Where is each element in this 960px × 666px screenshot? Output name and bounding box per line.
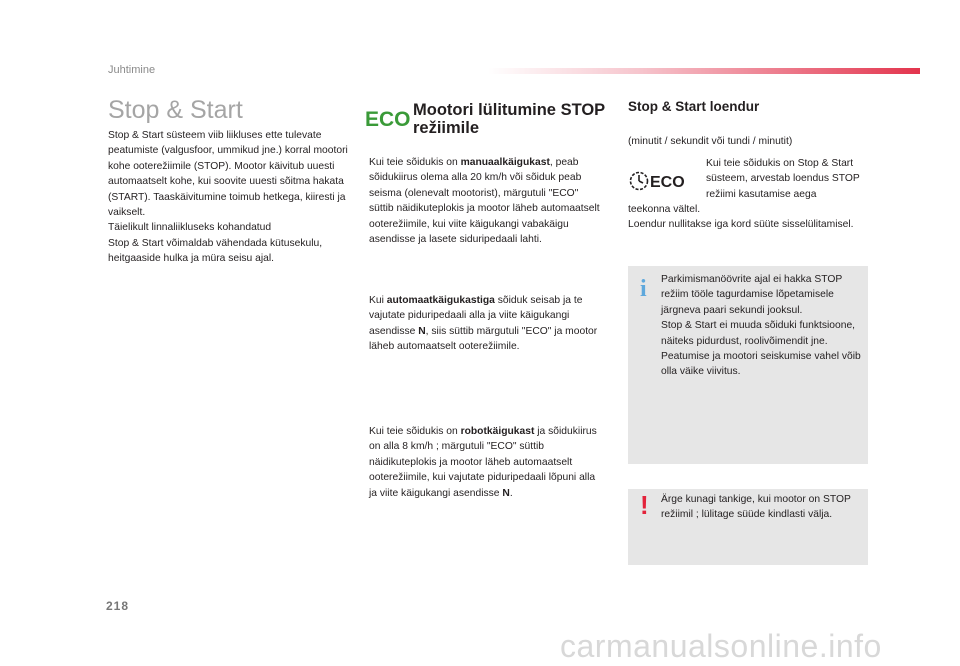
page-title: Stop & Start — [108, 96, 243, 124]
eco-badge-label: ECO — [650, 174, 685, 191]
info-icon: i — [640, 276, 647, 302]
counter-reset-text: teekonna vältel. Loendur nullitakse iga kord süüte sisselülitamisel. — [628, 204, 854, 231]
warning-icon: ! — [640, 490, 649, 520]
eco-timer-icon — [628, 166, 688, 196]
counter-units: (minutit / sekundit või tundi / minutit) — [628, 136, 793, 147]
automatic-gearbox-paragraph: Kui automaatkäigukastiga sõiduk seisab ja te vajutate piduripedaali alla ja viite käigukangi asendisse N, siis süttib märgutuli "ECO" ja mootor läheb automaatselt ooterežiimile. — [369, 295, 598, 353]
manual-gearbox-paragraph: Kui teie sõidukis on manuaalkäigukast, peab sõidukiirus olema alla 20 km/h või sõiduk peab seisma (olenevalt mootorist), märgutuli "ECO" süttib näidikuteplokis ja mootor läheb automaatselt ooterežiimile, kui viite käigukangi vabakäigu asendisse ja lasete siduripedaali lahti. — [369, 157, 600, 246]
info-note-text: Parkimismanöövrite ajal ei hakka STOP režiim tööle tagurdamise lõpetamisele järgneva paari sekundi jooksul. Stop & Start ei muuda sõiduki funktsioone, näiteks pidurdust, roolivõimendit jne. Peatumise ja mootori seiskumise vahel võib olla väike viivitus. — [661, 274, 861, 378]
section-label: Juhtimine — [108, 64, 156, 76]
warning-note-text: Ärge kunagi tankige, kui mootor on STOP režiimil ; lülitage süüde kindlasti välja. — [661, 494, 851, 521]
counter-description: Kui teie sõidukis on Stop & Start süsteem, arvestab loendus STOP režiimi kasutamise aega — [706, 158, 860, 200]
eco-icon: ECO — [365, 108, 411, 131]
section-title-stop-mode: Mootori lülitumine STOP režiimile — [413, 101, 605, 137]
intro-paragraph: Stop & Start süsteem viib liikluses ette tulevate peatumiste (valgusfoor, ummikud jne.) korral mootori kohe ooterežiimile (STOP). Mootor käivitub uuesti automaatselt kohe, kui soovite uuesti sõitma hakata (START). Taaskäivitumine toimub hetkega, kiiresti ja vaikselt. Täielikult linnaliikluseks kohandatud Stop & Start võimaldab vähendada kütusekulu, heitgaaside hulka ja müra seisu ajal. — [108, 130, 348, 265]
robotised-gearbox-paragraph: Kui teie sõidukis on robotkäigukast ja sõidukiirus on alla 8 km/h ; märgutuli "ECO" süttib näidikuteplokis ja mootor läheb automaatselt ooterežiimile, kui vajutate piduripedaali lõpuni alla ja viite käigukangi asendisse N. — [369, 426, 597, 499]
watermark: carmanualsonline.info — [560, 628, 882, 664]
section-title-counter: Stop & Start loendur — [628, 99, 760, 114]
page-number: 218 — [106, 599, 130, 613]
header-accent-bar — [488, 68, 920, 74]
